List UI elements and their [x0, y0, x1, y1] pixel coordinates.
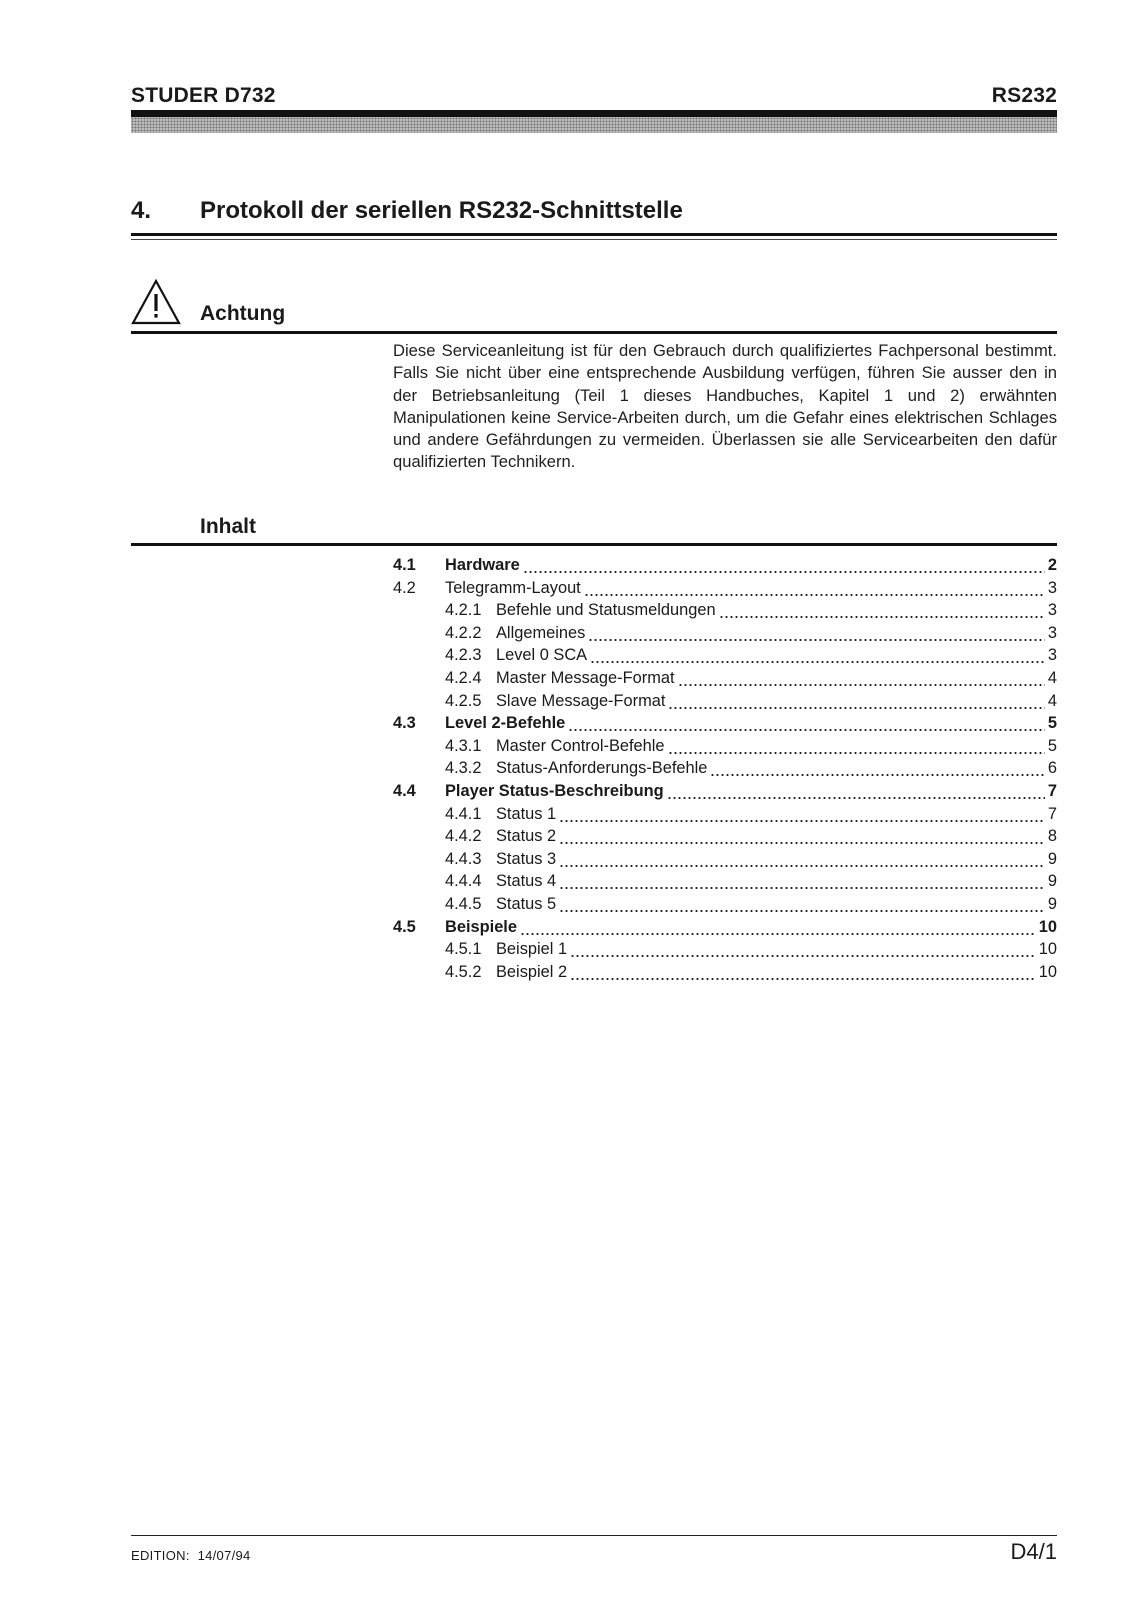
toc-entry-page: 8 [1047, 827, 1057, 846]
toc-entry[interactable] [393, 554, 1057, 577]
achtung-heading: Achtung [200, 302, 286, 325]
toc-entry-page: 9 [1047, 894, 1057, 913]
toc-entry-number: 4.5.2 [445, 962, 482, 981]
footer-rule [131, 1535, 1057, 1536]
toc-entry[interactable] [393, 757, 1057, 780]
toc-entry-title: Telegramm-Layout [445, 578, 581, 597]
toc-entry-title: Allgemeines [496, 623, 586, 642]
toc-entry-page: 4 [1047, 668, 1057, 687]
header-rule [131, 110, 1057, 117]
toc-dot-leader [570, 961, 1036, 984]
toc-entry-page: 5 [1047, 714, 1057, 733]
toc-dot-leader [570, 938, 1036, 961]
footer-edition-label: EDITION: [131, 1548, 190, 1563]
toc-entry-page: 7 [1047, 804, 1057, 823]
chapter-title: Protokoll der seriellen RS232-Schnittstelle [200, 197, 683, 224]
toc-entry-title: Beispiel 1 [496, 940, 568, 959]
toc-dot-leader [559, 825, 1045, 848]
footer-edition [131, 1548, 251, 1563]
toc-entry-title: Level 2-Befehle [445, 714, 566, 733]
toc-dot-leader [668, 735, 1045, 758]
toc-entry-number: 4.4.4 [445, 872, 482, 891]
toc-dot-leader [584, 577, 1045, 600]
toc-entry-number: 4.4.3 [445, 849, 482, 868]
chapter-rule-thin [131, 239, 1057, 240]
toc-entry-page: 4 [1047, 691, 1057, 710]
toc-entry-number: 4.5 [393, 917, 416, 936]
toc-dot-leader [710, 757, 1044, 780]
toc-entry-title: Level 0 SCA [496, 646, 588, 665]
toc-entry-page: 3 [1047, 623, 1057, 642]
toc-entry-page: 3 [1047, 601, 1057, 620]
toc-entry-title: Beispiele [445, 917, 517, 936]
header-product: STUDER D732 [131, 84, 276, 107]
toc-entry[interactable] [393, 577, 1057, 600]
toc-entry-number: 4.4.2 [445, 827, 482, 846]
toc-entry-title: Status 1 [496, 804, 557, 823]
toc-entry[interactable] [393, 622, 1057, 645]
toc-entry-number: 4.3.2 [445, 759, 482, 778]
toc-entry-page: 2 [1047, 556, 1057, 574]
toc-entry[interactable] [393, 961, 1057, 984]
toc-entry-title: Hardware [445, 556, 520, 574]
toc-entry-number: 4.4.1 [445, 804, 482, 823]
toc-entry-page: 9 [1047, 872, 1057, 891]
toc-entry-page: 3 [1047, 578, 1057, 597]
toc-entry-title: Status-Anforderungs-Befehle [496, 759, 708, 778]
toc-entry-title: Master Control-Befehle [496, 736, 665, 755]
toc-entry[interactable] [393, 644, 1057, 667]
toc-entry-title: Befehle und Statusmeldungen [496, 601, 716, 620]
toc-entry-number: 4.2.3 [445, 646, 482, 665]
toc-entry-number: 4.2 [393, 578, 416, 597]
toc-entry[interactable] [393, 690, 1057, 713]
toc-entry-page: 7 [1047, 781, 1057, 800]
toc-entry-number: 4.3.1 [445, 736, 482, 755]
toc-entry-number: 4.1 [393, 556, 416, 574]
table-of-contents [393, 554, 1057, 983]
toc-entry[interactable] [393, 916, 1057, 939]
toc-entry[interactable] [393, 599, 1057, 622]
toc-entry-title: Master Message-Format [496, 668, 675, 687]
header-halftone-band [131, 117, 1057, 133]
toc-dot-leader [678, 667, 1045, 690]
toc-dot-leader [667, 780, 1045, 803]
toc-entry[interactable] [393, 893, 1057, 916]
toc-dot-leader [559, 893, 1045, 916]
toc-entry[interactable] [393, 735, 1057, 758]
toc-entry-title: Status 5 [496, 894, 557, 913]
toc-dot-leader [568, 712, 1045, 735]
achtung-rule [131, 331, 1057, 334]
toc-entry-page: 10 [1038, 962, 1057, 981]
toc-entry-page: 10 [1038, 917, 1057, 936]
toc-entry-number: 4.3 [393, 714, 416, 733]
toc-entry-number: 4.2.5 [445, 691, 482, 710]
inhalt-rule [131, 543, 1057, 546]
toc-entry-title: Slave Message-Format [496, 691, 666, 710]
toc-entry-page: 5 [1047, 736, 1057, 755]
toc-dot-leader [559, 848, 1045, 871]
toc-entry-number: 4.4 [393, 781, 416, 800]
toc-entry[interactable] [393, 780, 1057, 803]
chapter-number: 4. [131, 197, 152, 224]
toc-entry[interactable] [393, 870, 1057, 893]
toc-dot-leader [523, 554, 1045, 577]
achtung-text: Diese Serviceanleitung ist für den Gebrauch durch qualifiziertes Fachpersonal bestimmt. Falls Sie nicht über eine entsprechende Ausbildung verfügen, führen Sie ausser den in der Betriebsanleitung (Teil 1 dieses Handbuches, Kapitel 1 und 2) erwähnten Manipulationen keine Service-Arbeiten durch, um die Gefahr eines elektrischen Schlages und andere Gefährdungen zu vermeiden. Überlassen sie alle Servicearbeiten den dafür qualifizierten Technikern. [393, 341, 1057, 472]
toc-entry-title: Status 3 [496, 849, 557, 868]
toc-dot-leader [590, 644, 1045, 667]
toc-entry-page: 6 [1047, 759, 1057, 778]
toc-dot-leader [559, 803, 1045, 826]
footer-page-number: D4/1 [1010, 1539, 1057, 1564]
toc-dot-leader [588, 622, 1045, 645]
toc-dot-leader [520, 916, 1036, 939]
toc-entry-title: Beispiel 2 [496, 962, 568, 981]
toc-dot-leader [668, 690, 1044, 713]
toc-entry-title: Player Status-Beschreibung [445, 781, 664, 800]
toc-entry-number: 4.4.5 [445, 894, 482, 913]
toc-dot-leader [559, 870, 1045, 893]
toc-entry-title: Status 4 [496, 872, 557, 891]
toc-entry-number: 4.5.1 [445, 940, 482, 959]
toc-entry-number: 4.2.4 [445, 668, 482, 687]
toc-entry[interactable] [393, 825, 1057, 848]
toc-entry[interactable] [393, 667, 1057, 690]
warning-triangle-icon [130, 278, 182, 326]
toc-entry-number: 4.2.2 [445, 623, 482, 642]
toc-entry[interactable] [393, 938, 1057, 961]
footer-edition-date: 14/07/94 [197, 1548, 251, 1563]
toc-dot-leader [719, 599, 1045, 622]
toc-entry-title: Status 2 [496, 827, 557, 846]
toc-entry-number: 4.2.1 [445, 601, 482, 620]
toc-entry[interactable] [393, 803, 1057, 826]
toc-entry[interactable] [393, 848, 1057, 871]
chapter-rule [131, 233, 1057, 236]
inhalt-heading: Inhalt [200, 515, 256, 538]
toc-entry-page: 10 [1038, 940, 1057, 959]
toc-entry[interactable] [393, 712, 1057, 735]
toc-entry-page: 9 [1047, 849, 1057, 868]
header-section: RS232 [991, 84, 1057, 107]
toc-entry-page: 3 [1047, 646, 1057, 665]
